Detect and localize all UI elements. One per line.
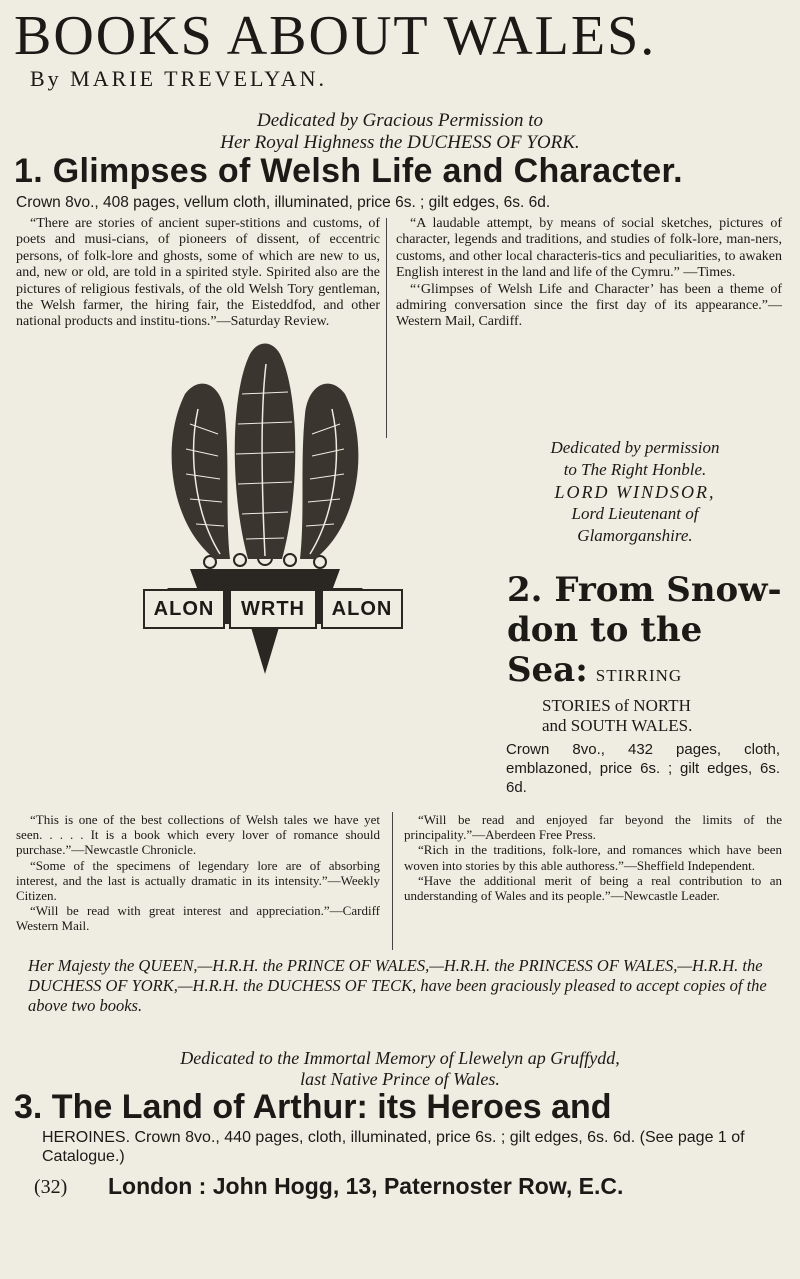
book-2-subtitle-block [542,696,692,736]
review-text: “Will be read and enjoyed far beyond the limits of the principality.”—Aberdeen Free Press. [404,812,782,843]
review-text: “This is one of the best collections of Welsh tales we have yet seen. . . . . It is a book which every lover of romance should purchase.”—Newcastle Chronicle. [16,812,380,858]
review-text: “Have the additional merit of being a real contribution to an understanding of Wales and its people.”—Newcastle Leader. [404,872,782,904]
book-2-title-line: don to the [507,610,703,650]
dedication-2 [510,437,760,547]
book-2-title-line-3 [507,650,782,696]
publisher-imprint: London : John Hogg, 13, Paternoster Row, E.C. [108,1173,624,1199]
book-2-subtitle: and SOUTH WALES. [542,716,693,735]
review-text: “Will be read with great interest and appreciation.”—Cardiff Western Mail. [16,903,380,934]
review-text: “Some of the specimens of legendary lore are of absorbing interest, and the last is actually dramatic in its intensity.”—Weekly Citizen. [16,857,380,904]
page-title: BOOKS ABOUT WALES. [14,5,657,67]
feather-center-icon [235,344,296,560]
book-1-title: 1. Glimpses of Welsh Life and Character. [14,152,683,190]
dedication-2-line: Dedicated by permission [550,438,720,457]
book-1-details: Crown 8vo., 408 pages, vellum cloth, illuminated, price 6s. ; gilt edges, 6s. 6d. [16,194,551,211]
dedication-2-line: Glamorganshire. [577,526,693,545]
book-2-subtitle: STORIES of NORTH [542,696,691,715]
dedication-2-line: Lord Lieutenant of [571,504,699,523]
book-2-subtitle: STIRRING [595,666,683,685]
book-3-details: HEROINES. Crown 8vo., 440 pages, cloth, illuminated, price 6s. ; gilt edges, 6s. 6d. (See page 1 of Catalogue.) [42,1129,745,1165]
feather-left-icon [172,384,230,559]
emblem-motto [143,589,403,629]
emblem-motto-word: ALON [143,589,225,629]
book-2-details: Crown 8vo., 432 pages, cloth, emblazoned, price 6s. ; gilt edges, 6s. 6d. [506,741,780,796]
review-text: “There are stories of ancient super-stitions and customs, of poets and musi-cians, of pioneers of dissent, of eccentric persons, of folk-lore and ghosts, some of which are new to us, and, new or old, are told in a spirited style. Spirited also are the pictures of religious festivals, of the old Welsh Tory gentleman, the Welsh farmer, the hiring fair, the Eisteddfod, and other national products and institu-tions.”—Saturday Review. [16,216,380,330]
book-2-review-left [16,812,380,934]
book-2-title-line: Sea: [507,650,588,690]
book-1-review-right [396,216,782,331]
book-2-title [507,570,782,696]
dedication-1-line-2: Her Royal Highness the DUCHESS OF YORK. [220,132,580,153]
dedication-2-line: to The Right Honble. [563,460,707,479]
dedication-2-line: LORD WINDSOR, [554,482,716,502]
book-2-review-right [404,812,782,903]
book-3-title: 3. The Land of Arthur: its Heroes and [14,1088,612,1126]
feather-right-icon [300,384,358,559]
dedication-3-line-2: last Native Prince of Wales. [300,1069,500,1089]
book-2-title-line: 2. From Snow- [507,570,782,610]
prince-of-wales-feathers-emblem [130,334,400,684]
dedication-1-line-1: Dedicated by Gracious Permission to [256,110,543,131]
page-number: (32) [34,1176,68,1198]
dedication-3-line-1: Dedicated to the Immortal Memory of Llewelyn ap Gruffydd, [180,1048,620,1068]
review-text: “A laudable attempt, by means of social sketches, pictures of character, legends and traditions, and studies of folk-lore, man-ners, customs, and other local characteris-tics and peculiarities, to awaken English interest in the land and life of the Cymru.” —Times. [396,216,782,281]
author-byline: By MARIE TREVELYAN. [30,66,328,91]
review-text: “Rich in the traditions, folk-lore, and romances which have been woven into stories by this able authoress.”—Sheffield Independent. [404,842,782,873]
book-1-review-left [16,216,380,331]
emblem-motto-word: WRTH [229,589,317,629]
review-text: “‘Glimpses of Welsh Life and Character’ has been a theme of admiring conversation since the first day of its appearance.”—Western Mail, Cardiff. [396,281,782,330]
emblem-motto-word: ALON [321,589,403,629]
column-divider [392,812,393,950]
royal-acceptance-note: Her Majesty the QUEEN,—H.R.H. the PRINCE OF WALES,—H.R.H. the PRINCESS OF WALES,—H.R.H. the DUCHESS OF YORK,—H.R.H. the DUCHESS OF TECK, have been graciously pleased to accept copies of the above two books. [28,956,767,1015]
